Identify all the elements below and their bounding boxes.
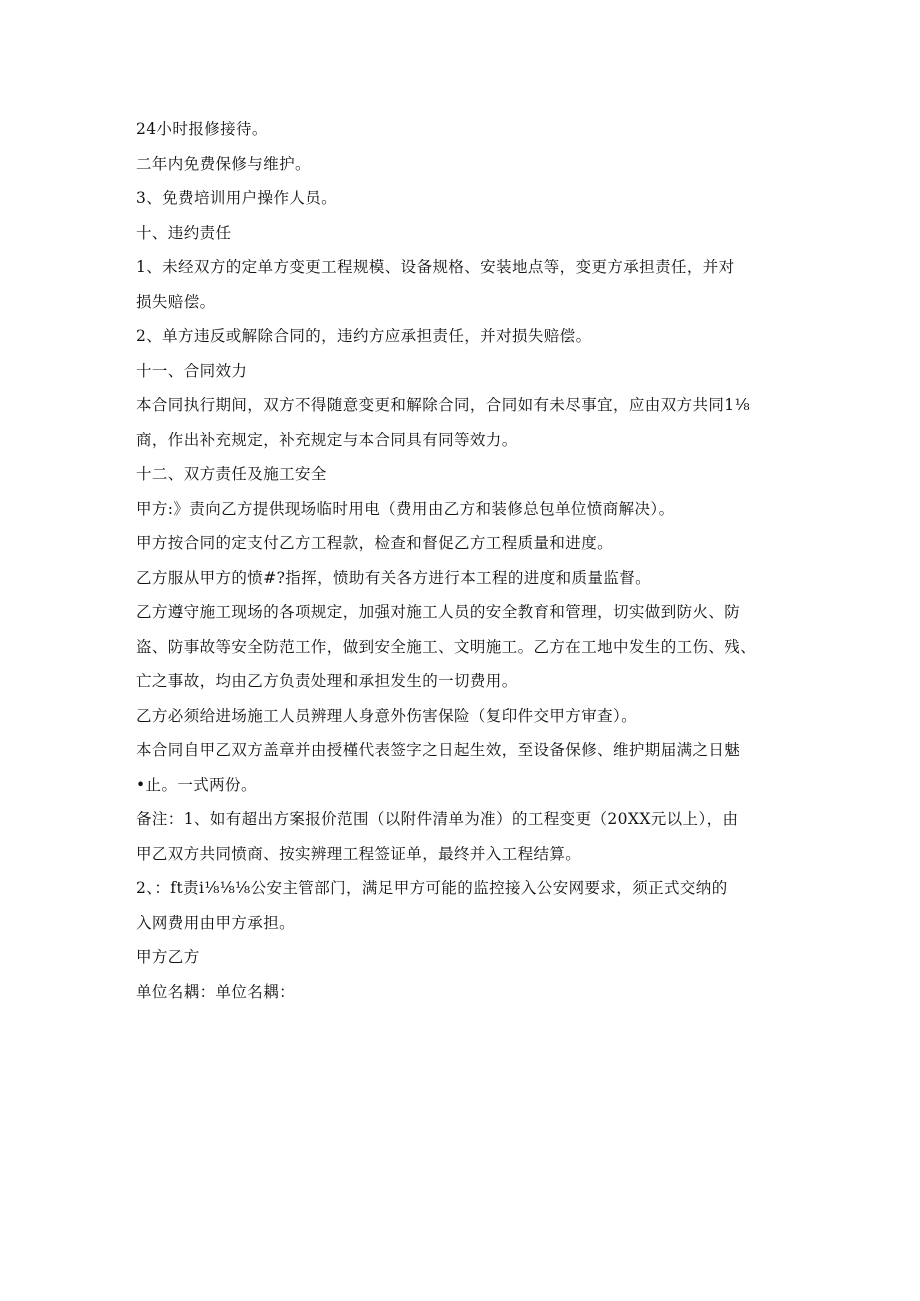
signature-unit-names: 单位名耦：单位名耦： (136, 982, 296, 1001)
text-line: •止。一式两份。 (136, 775, 257, 794)
document-body (136, 112, 788, 1009)
text-line: 乙方服从甲方的愤#?指挥，愤助有关各方进行本工程的进度和质量监督。 (136, 568, 651, 587)
text-line: 3、免费培训用户操作人员。 (136, 189, 338, 207)
text-line: 2、单方违反或解除合同的，违约方应承担责任，并对损失赔偿。 (136, 327, 592, 345)
text-line: 乙方必须给进场施工人员辨理人身意外伤害保险（复印件交甲方审查）。 (136, 706, 638, 725)
text-line: 24小时报修接待。 (136, 120, 268, 138)
text-line: 1、未经双方的定单方变更工程规模、设备规格、安装地点等，变更方承担责任，并对 (136, 258, 735, 276)
text-line: 本合同自甲乙双方盖章并由授槿代表签字之日起生效，至设备保修、维护期届满之日魅 (136, 741, 741, 759)
text-line: 备注：1、如有超出方案报价范围（以附件清单为准）的工程变更（20XX元以上），由 (136, 810, 739, 828)
section-heading: 十一、合同效力 (136, 361, 248, 380)
signature-parties: 甲方乙方 (136, 948, 200, 966)
text-line: 入网费用由甲方承担。 (136, 913, 296, 932)
text-line: 盗、防事故等安全防范工作，做到安全施工、文明施工。乙方在工地中发生的工伤、残、 (136, 637, 757, 656)
section-heading: 十、违约责任 (136, 223, 232, 242)
text-line: 本合同执行期间，双方不得随意变更和解除合同，合同如有未尽事宜，应由双方共同1⅛ (136, 396, 750, 414)
text-line: 亡之事故，均由乙方负责处理和承担发生的一切费用。 (136, 672, 518, 690)
text-line: 乙方遵守施工现场的各项规定，加强对施工人员的安全教育和管理，切实做到防火、防 (136, 603, 741, 621)
text-line: 甲乙双方共同愤商、按实辨理工程签证单，最终并入工程结算。 (136, 844, 582, 863)
text-line: 2、：ft责i⅛⅛⅛公安主管部门，满足甲方可能的监控接入公安网要求，须正式交纳的 (136, 879, 728, 897)
text-line: 商，作出补充规定，补充规定与本合同具有同等效力。 (136, 430, 518, 449)
text-line: 二年内免费保修与维护。 (136, 154, 311, 173)
text-line: 甲方:》责向乙方提供现场临时用电（费用由乙方和装修总包单位愤商解决）。 (136, 499, 675, 518)
text-line: 甲方按合同的定支付乙方工程款，检查和督促乙方工程质量和进度。 (136, 534, 614, 552)
text-line: 损失赔偿。 (136, 292, 216, 311)
section-heading: 十二、双方责任及施工安全 (136, 465, 327, 483)
